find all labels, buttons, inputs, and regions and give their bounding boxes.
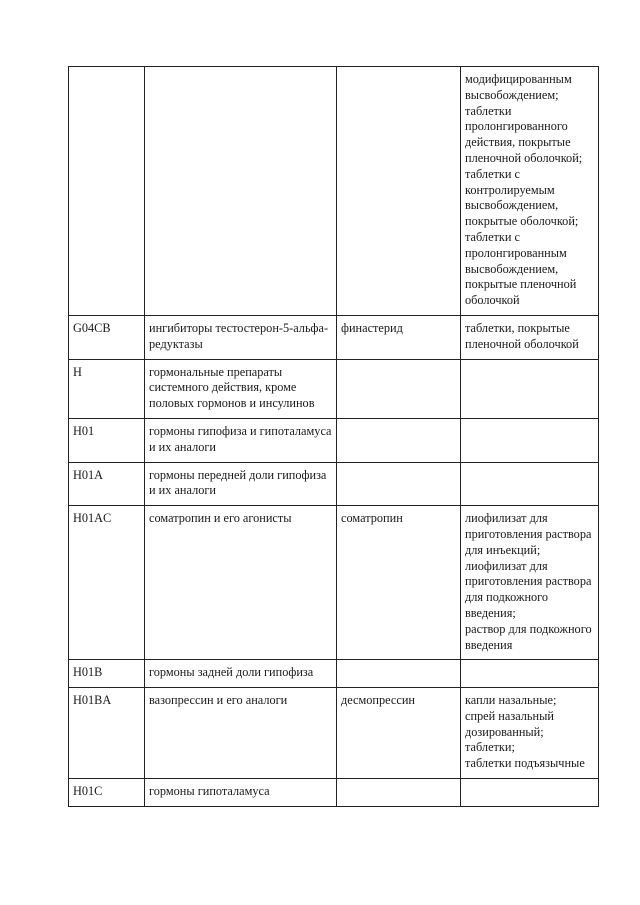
dosage-form-line: таблетки пролонгированного действия, покрытые пленочной оболочкой;: [465, 103, 583, 165]
table-row: [69, 359, 599, 418]
dosage-form-cell: [461, 315, 599, 359]
table-row: [69, 506, 599, 660]
dosage-form-line: модифицированным высвобождением;: [465, 72, 572, 102]
pharmacological-group-cell: [145, 67, 337, 316]
dosage-form-cell: [461, 506, 599, 660]
dosage-form-line: таблетки с контролируемым высвобождением, покрытые оболочкой;: [465, 166, 579, 229]
drug-name-cell: [337, 359, 461, 418]
drug-name-cell: соматропин: [337, 506, 461, 660]
dosage-form-cell: [461, 688, 599, 779]
pharmacological-group-cell: вазопрессин и его аналоги: [145, 688, 337, 779]
dosage-form-line: лиофилизат для приготовления раствора для подкожного введения;: [465, 558, 592, 620]
drug-name-cell: [337, 660, 461, 688]
atc-table-body: [69, 67, 599, 807]
drug-name-cell: [337, 418, 461, 462]
dosage-form-line: таблетки подъязычные: [465, 756, 585, 771]
dosage-form-cell: [461, 67, 599, 316]
pharmacological-group-cell: гормоны гипофиза и гипоталамуса и их аналоги: [145, 418, 337, 462]
table-row: [69, 67, 599, 316]
pharmacological-group-cell: ингибиторы тестостерон-5-альфа-редуктазы: [145, 315, 337, 359]
atc-code-cell: H01AC: [69, 506, 145, 660]
dosage-form-cell: [461, 660, 599, 688]
dosage-form-line: таблетки с пролонгированным высвобождением, покрытые пленочной оболочкой: [465, 229, 577, 308]
dosage-form-line: раствор для подкожного введения: [465, 621, 592, 652]
atc-code-cell: H01C: [69, 779, 145, 807]
dosage-form-cell: [461, 418, 599, 462]
pharmacological-group-cell: гормональные препараты системного действия, кроме половых гормонов и инсулинов: [145, 359, 337, 418]
drug-name-cell: [337, 67, 461, 316]
atc-code-cell: H01B: [69, 660, 145, 688]
atc-code-cell: H01: [69, 418, 145, 462]
dosage-form-cell: [461, 462, 599, 506]
atc-code-cell: H01A: [69, 462, 145, 506]
dosage-form-line: капли назальные;: [465, 693, 557, 708]
dosage-form-cell: [461, 359, 599, 418]
dosage-form-line: лиофилизат для приготовления раствора для инъекций;: [465, 511, 592, 557]
table-row: [69, 418, 599, 462]
atc-code-cell: H: [69, 359, 145, 418]
atc-code-cell: H01BA: [69, 688, 145, 779]
pharmacological-group-cell: гормоны гипоталамуса: [145, 779, 337, 807]
pharmacological-group-cell: гормоны задней доли гипофиза: [145, 660, 337, 688]
table-row: [69, 688, 599, 779]
dosage-form-line: таблетки;: [465, 740, 515, 755]
table-row: [69, 660, 599, 688]
table-row: [69, 779, 599, 807]
pharmacological-group-cell: соматропин и его агонисты: [145, 506, 337, 660]
atc-drug-table: [68, 66, 599, 807]
drug-name-cell: десмопрессин: [337, 688, 461, 779]
drug-name-cell: [337, 462, 461, 506]
pharmacological-group-cell: гормоны передней доли гипофиза и их аналоги: [145, 462, 337, 506]
table-row: [69, 315, 599, 359]
table-row: [69, 462, 599, 506]
dosage-form-line: таблетки, покрытые пленочной оболочкой: [465, 320, 579, 351]
drug-name-cell: финастерид: [337, 315, 461, 359]
dosage-form-line: спрей назальный дозированный;: [465, 708, 554, 739]
drug-name-cell: [337, 779, 461, 807]
atc-code-cell: [69, 67, 145, 316]
atc-code-cell: G04CB: [69, 315, 145, 359]
dosage-form-cell: [461, 779, 599, 807]
